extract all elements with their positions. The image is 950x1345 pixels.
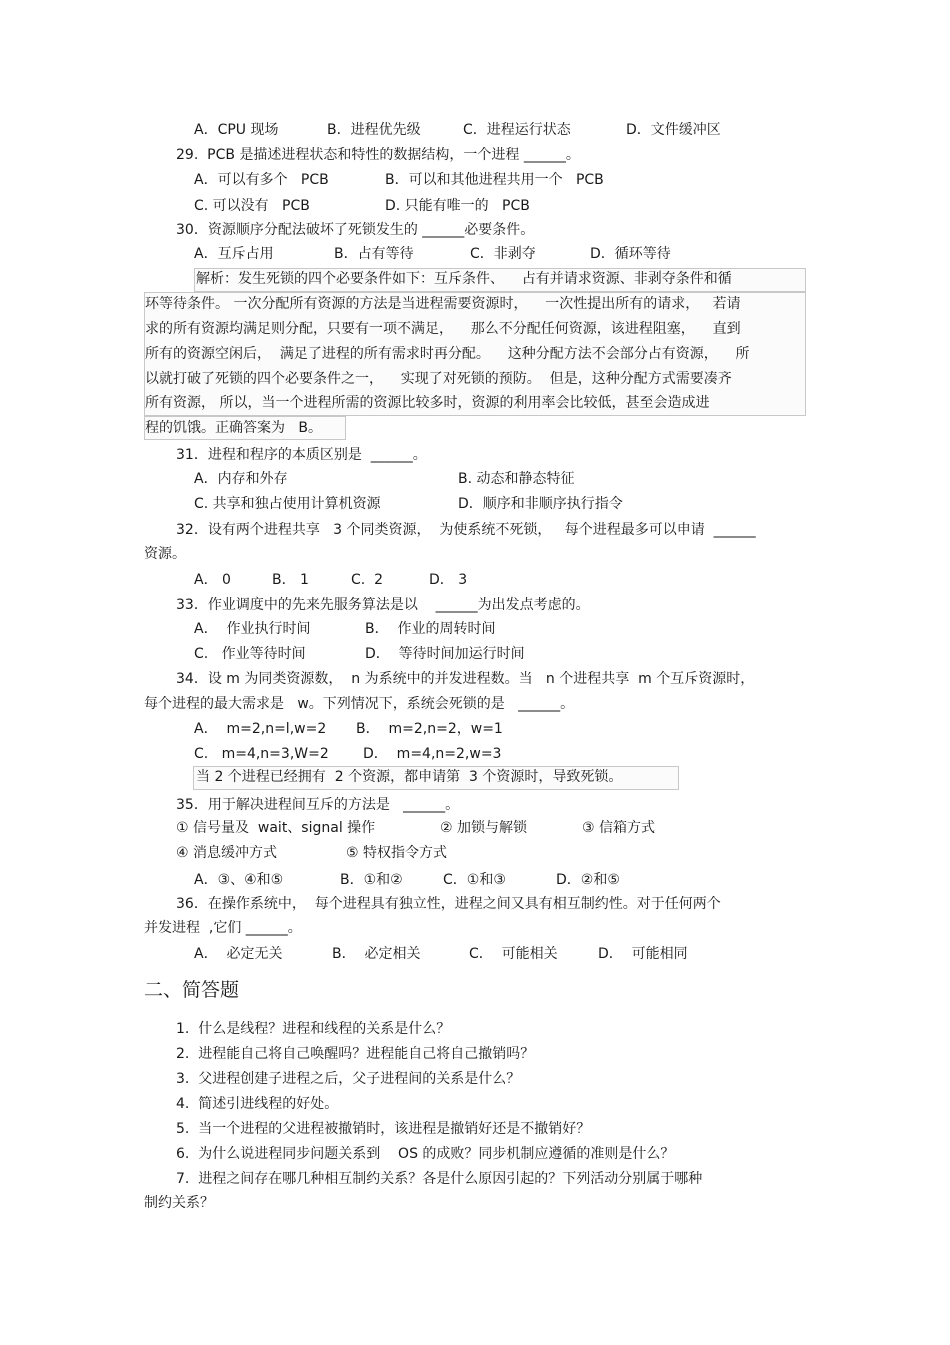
q33-option-b: B． 作业的周转时间 bbox=[365, 621, 496, 637]
analysis-line-1: 解析：发生死锁的四个必要条件如下：互斥条件、 占有并请求资源、非剥夺条件和循 bbox=[196, 271, 732, 287]
q32-stem-cont: 资源。 bbox=[144, 546, 186, 562]
q36-stem-cont: 并发进程 ,它们 ______。 bbox=[144, 920, 302, 936]
q35-item-3: ③ 信箱方式 bbox=[582, 820, 656, 836]
q35-option-c: C．①和③ bbox=[443, 872, 506, 888]
q30-option-b: B．占有等待 bbox=[334, 246, 414, 262]
q33-option-c: C. 作业等待时间 bbox=[194, 646, 306, 662]
q31-option-b: B. 动态和静态特征 bbox=[458, 471, 575, 487]
short-answer-4: 4. 简述引进线程的好处。 bbox=[176, 1096, 339, 1112]
q33-option-d: D． 等待时间加运行时间 bbox=[365, 646, 525, 662]
q32-option-a: A． 0 bbox=[194, 572, 231, 588]
q33-stem: 33．作业调度中的先来先服务算法是以 ______为出发点考虑的。 bbox=[176, 597, 590, 613]
q35-option-b: B．①和② bbox=[340, 872, 403, 888]
q29-option-b: B．可以和其他进程共用一个 PCB bbox=[385, 172, 604, 188]
q29-option-d: D. 只能有唯一的 PCB bbox=[385, 198, 530, 214]
short-answer-7: 7. 进程之间存在哪几种相互制约关系？各是什么原因引起的？下列活动分别属于哪种 bbox=[176, 1171, 703, 1187]
q28-option-a: A．CPU 现场 bbox=[194, 122, 279, 138]
q36-option-b: B． 必定相关 bbox=[332, 946, 421, 962]
q32-option-c: C. 2 bbox=[351, 572, 384, 588]
analysis-line-4: 所有的资源空闲后， 满足了进程的所有需求时再分配。 这种分配方法不会部分占有资源， 所 bbox=[145, 346, 750, 362]
short-answer-6: 6. 为什么说进程同步问题关系到 OS 的成败？同步机制应遵循的准则是什么？ bbox=[176, 1146, 675, 1162]
q31-option-c: C. 共享和独占使用计算机资源 bbox=[194, 496, 381, 512]
q30-option-d: D．循环等待 bbox=[590, 246, 671, 262]
q35-item-1: ① 信号量及 wait、signal 操作 bbox=[176, 820, 376, 836]
q36-option-c: C． 可能相关 bbox=[469, 946, 558, 962]
q28-option-c: C．进程运行状态 bbox=[463, 122, 571, 138]
q30-option-a: A．互斥占用 bbox=[194, 246, 274, 262]
q34-option-b: B． m=2,n=2，w=1 bbox=[356, 721, 503, 737]
q29-option-a: A．可以有多个 PCB bbox=[194, 172, 329, 188]
q31-option-a: A．内存和外存 bbox=[194, 471, 288, 487]
short-answer-1: 1. 什么是线程？进程和线程的关系是什么？ bbox=[176, 1021, 451, 1037]
analysis-line-7: 程的饥饿。正确答案为 B。 bbox=[145, 420, 322, 436]
analysis-line-2: 环等待条件。 一次分配所有资源的方法是当进程需要资源时， 一次性提出所有的请求， 若请 bbox=[145, 296, 741, 312]
analysis-line-3: 求的所有资源均满足则分配，只要有一项不满足， 那么不分配任何资源，该进程阻塞， 直到 bbox=[145, 321, 741, 337]
q34-option-c: C. m=4,n=3,W=2 bbox=[194, 746, 329, 762]
q32-option-d: D． 3 bbox=[429, 572, 468, 588]
q29-option-c: C. 可以没有 PCB bbox=[194, 198, 310, 214]
q30-stem: 30．资源顺序分配法破坏了死锁发生的 ______必要条件。 bbox=[176, 222, 535, 238]
short-answer-2: 2. 进程能自己将自己唤醒吗？进程能自己将自己撤销吗？ bbox=[176, 1046, 535, 1062]
q35-option-a: A．③、④和⑤ bbox=[194, 872, 284, 888]
q33-option-a: A． 作业执行时间 bbox=[194, 621, 311, 637]
q34-option-a: A． m=2,n=l,w=2 bbox=[194, 721, 327, 737]
q35-option-d: D．②和⑤ bbox=[556, 872, 620, 888]
short-answer-7-cont: 制约关系？ bbox=[144, 1195, 214, 1211]
q36-option-a: A． 必定无关 bbox=[194, 946, 283, 962]
section-heading: 二、简答题 bbox=[144, 979, 240, 1001]
q36-option-d: D． 可能相同 bbox=[598, 946, 688, 962]
q35-item-5: ⑤ 特权指令方式 bbox=[346, 845, 448, 861]
q32-stem: 32．设有两个进程共享 3 个同类资源， 为使系统不死锁， 每个进程最多可以申请 ______ bbox=[176, 522, 756, 538]
short-answer-3: 3. 父进程创建子进程之后，父子进程间的关系是什么？ bbox=[176, 1071, 521, 1087]
q30-option-c: C．非剥夺 bbox=[470, 246, 536, 262]
short-answer-5: 5. 当一个进程的父进程被撤销时，该进程是撤销好还是不撤销好？ bbox=[176, 1121, 591, 1137]
q28-option-d: D．文件缓冲区 bbox=[626, 122, 721, 138]
q34-note: 当 2 个进程已经拥有 2 个资源，都申请第 3 个资源时，导致死锁。 bbox=[196, 769, 623, 785]
q32-option-b: B． 1 bbox=[272, 572, 309, 588]
q36-stem: 36．在操作系统中， 每个进程具有独立性，进程之间又具有相互制约性。对于任何两个 bbox=[176, 896, 721, 912]
q34-stem: 34．设 m 为同类资源数， n 为系统中的并发进程数。当 n 个进程共享 m 个互斥资源时， bbox=[176, 671, 755, 687]
q28-option-b: B．进程优先级 bbox=[327, 122, 421, 138]
analysis-line-6: 所有资源， 所以，当一个进程所需的资源比较多时，资源的利用率会比较低，甚至会造成进 bbox=[145, 395, 710, 411]
q34-stem-cont: 每个进程的最大需求是 w。下列情况下，系统会死锁的是 ______。 bbox=[144, 696, 575, 712]
q35-stem: 35．用于解决进程间互斥的方法是 ______。 bbox=[176, 797, 460, 813]
q31-option-d: D．顺序和非顺序执行指令 bbox=[458, 496, 623, 512]
q29-stem: 29. PCB 是描述进程状态和特性的数据结构，一个进程 ______。 bbox=[176, 147, 580, 163]
analysis-line-5: 以就打破了死锁的四个必要条件之一， 实现了对死锁的预防。 但是，这种分配方式需要凑齐 bbox=[145, 371, 732, 387]
q31-stem: 31．进程和程序的本质区别是 ______。 bbox=[176, 447, 427, 463]
q34-option-d: D． m=4,n=2,w=3 bbox=[363, 746, 502, 762]
q35-item-2: ② 加锁与解锁 bbox=[440, 820, 528, 836]
q35-item-4: ④ 消息缓冲方式 bbox=[176, 845, 278, 861]
